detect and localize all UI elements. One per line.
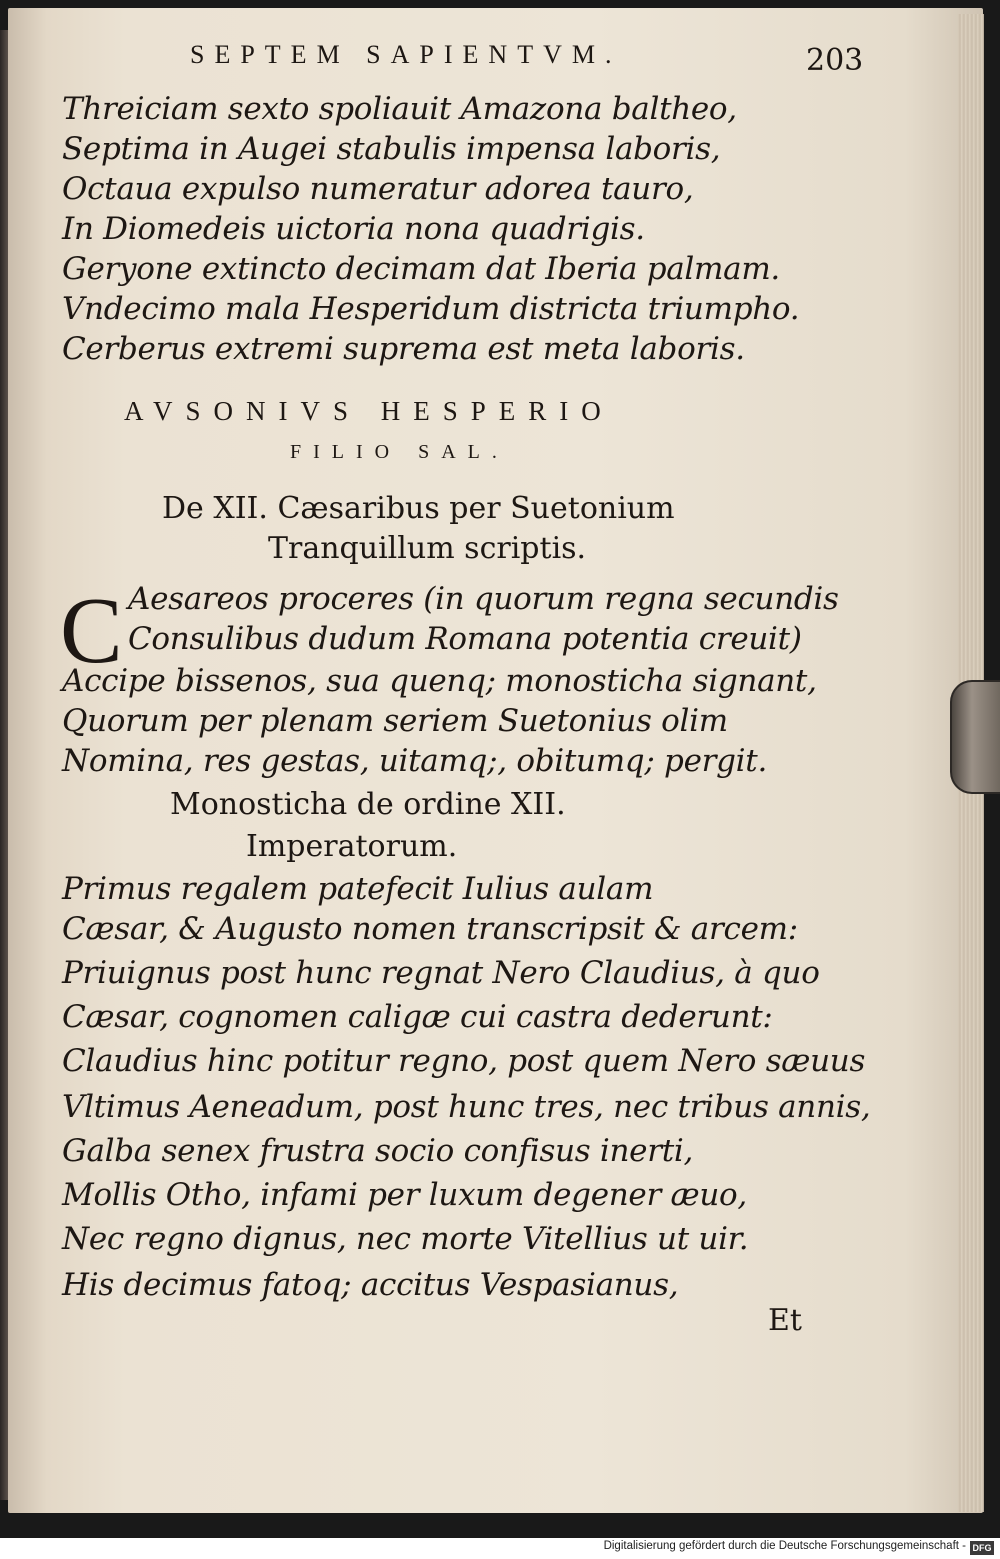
running-title: SEPTEM SAPIENTVM. bbox=[190, 40, 622, 69]
verse-line: Septima in Augei stabulis impensa laboris, bbox=[62, 131, 721, 167]
monosticha-heading: Monosticha de ordine XII. bbox=[170, 787, 566, 822]
monosticha-heading-sub: Imperatorum. bbox=[246, 829, 458, 864]
verse-line: Mollis Otho, infami per luxum degener æuo, bbox=[62, 1177, 747, 1213]
verse-line: Cæsar, & Augusto nomen transcripsit & arcem: bbox=[62, 911, 798, 947]
section-heading: AVSONIVS HESPERIO bbox=[124, 396, 614, 426]
epistle-line: Nomina, res gestas, uitamq;, obitumq; pergit. bbox=[62, 743, 768, 779]
digitization-footer bbox=[0, 1538, 1000, 1559]
epistle-line: Aesareos proceres (in quorum regna secundis bbox=[128, 581, 839, 617]
drop-cap: C bbox=[60, 579, 123, 683]
epistle-line: Consulibus dudum Romana potentia creuit) bbox=[128, 621, 802, 657]
verse-line: Vltimus Aeneadum, post hunc tres, nec tribus annis, bbox=[62, 1089, 871, 1125]
verse-line: Cæsar, cognomen caligæ cui castra dederunt: bbox=[62, 999, 773, 1035]
subtitle-line: Tranquillum scriptis. bbox=[268, 531, 587, 566]
verse-line: Galba senex frustra socio confisus inerti, bbox=[62, 1133, 694, 1169]
subtitle-line: De XII. Cæsaribus per Suetonium bbox=[162, 491, 675, 526]
verse-line: In Diomedeis uictoria nona quadrigis. bbox=[62, 211, 645, 247]
page-clip bbox=[950, 680, 1000, 794]
catchword: Et bbox=[768, 1303, 802, 1338]
page-number: 203 bbox=[806, 43, 864, 78]
verse-line: Primus regalem patefecit Iulius aulam bbox=[62, 871, 654, 907]
footer-credit: Digitalisierung gefördert durch die Deutsche Forschungsgemeinschaft - bbox=[603, 1540, 966, 1552]
section-heading-sub: FILIO SAL. bbox=[290, 441, 509, 463]
verse-line: Claudius hinc potitur regno, post quem Nero sæuus bbox=[62, 1043, 866, 1079]
verse-line: Vndecimo mala Hesperidum districta triumpho. bbox=[62, 291, 800, 327]
epistle-line: Quorum per plenam seriem Suetonius olim bbox=[62, 703, 728, 739]
verse-line: Geryone extincto decimam dat Iberia palmam. bbox=[62, 251, 780, 287]
verse-line: Priuignus post hunc regnat Nero Claudius, à quo bbox=[62, 955, 820, 991]
verse-line: Nec regno dignus, nec morte Vitellius ut uir. bbox=[62, 1221, 749, 1257]
verse-line: Octaua expulso numeratur adorea tauro, bbox=[62, 171, 694, 207]
verse-line: His decimus fatoq; accitus Vespasianus, bbox=[62, 1267, 679, 1303]
verse-line: Threiciam sexto spoliauit Amazona baltheo, bbox=[62, 91, 737, 127]
epistle-line: Accipe bissenos, sua quenq; monosticha signant, bbox=[62, 663, 817, 699]
verse-line: Cerberus extremi suprema est meta laboris. bbox=[62, 331, 745, 367]
dfg-logo-icon: DFG bbox=[970, 1541, 994, 1555]
